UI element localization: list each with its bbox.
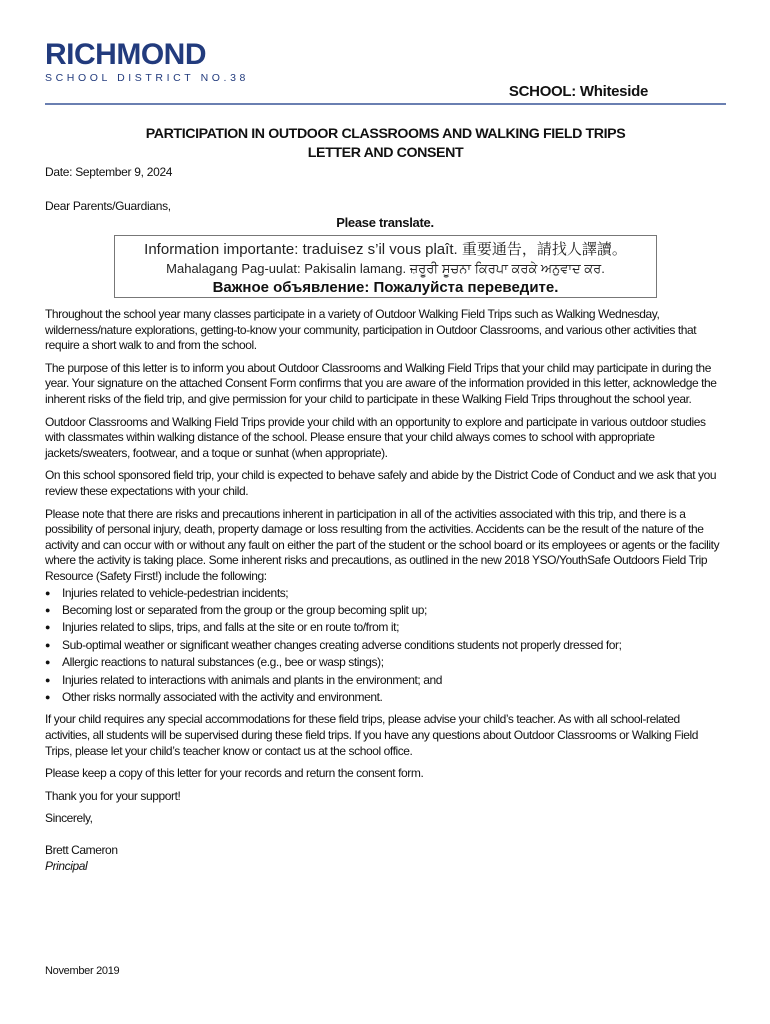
paragraph-accommodations: If your child requires any special accommodations for these field trips, please advise your child’s teacher. As with all school-related activities, all students will be supervised during these field trips. If you have any questions about Outdoor Classrooms or Walking Field Trips, please let your child’s teacher know or contact us at the school office.	[45, 712, 699, 758]
signer-name: Brett Cameron	[45, 842, 118, 857]
paragraph-thanks: Thank you for your support!	[45, 788, 181, 803]
paragraph-intro: Throughout the school year many classes participate in a variety of Outdoor Walking Field Trips such as Walking Wednesday, wilderness/nature explorations, getting-to-know your community, participation in Outdoor Classrooms, and various other activities that require a short walk to and from the school.	[45, 307, 697, 353]
letter-date: Date: September 9, 2024	[45, 165, 173, 179]
list-item: ● Other risks normally associated with the activity and environment.	[45, 689, 723, 706]
list-item: ● Becoming lost or separated from the group or the group becoming split up;	[45, 602, 723, 619]
signer-title: Principal	[45, 858, 88, 873]
salutation: Dear Parents/Guardians,	[45, 199, 171, 213]
school-name: SCHOOL: Whiteside	[508, 83, 648, 100]
translate-heading: Please translate.	[336, 215, 434, 230]
paragraph-purpose: The purpose of this letter is to inform you about Outdoor Classrooms and Walking Field Trips that your child may participate in during the year. Your signature on the attached Consent Form confirms that you are aware of the information provided in this letter, acknowledge the inherent risks of the field trip, and give permission for your child to participate in these Walking Field Trips throughout the school year.	[45, 360, 717, 406]
document-title	[45, 125, 726, 163]
risk-list	[45, 585, 723, 707]
logo-wordmark: RICHMOND	[45, 38, 206, 71]
title-line-1: PARTICIPATION IN OUTDOOR CLASSROOMS AND WALKING FIELD TRIPS	[145, 126, 626, 142]
list-item: ● Injuries related to vehicle-pedestrian incidents;	[45, 585, 723, 602]
header-rule	[45, 103, 726, 105]
title-line-2: LETTER AND CONSENT	[307, 145, 464, 161]
translation-line-3: Важное объявление: Пожалуйста переведите.	[212, 279, 559, 296]
letter-body	[45, 307, 723, 874]
translation-notice-box	[114, 235, 657, 298]
paragraph-keep-copy: Please keep a copy of this letter for your records and return the consent form.	[45, 766, 424, 781]
list-item: ● Allergic reactions to natural substances (e.g., bee or wasp stings);	[45, 654, 723, 671]
closing: Sincerely,	[45, 811, 93, 826]
paragraph-conduct: On this school sponsored field trip, your child is expected to behave safely and abide by the District Code of Conduct and we ask that you review these expectations with your child.	[45, 468, 717, 498]
translation-line-2: Mahalagang Pag-uulat: Pakisalin lamang. ਜ਼ਰੂਰੀ ਸੂਚਨਾ ਕਿਰਪਾ ਕਰਕੇ ਅਨੁਵਾਦ ਕਰ.	[166, 261, 605, 276]
translation-line-1: Information importante: traduisez s’il vous plaît. 重要通告，請找人譯讀。	[144, 241, 627, 258]
footer-date: November 2019	[45, 965, 120, 977]
paragraph-risks: Please note that there are risks and precautions inherent in participation in all of the activities associated with this trip, and there is a possibility of personal injury, death, property damage or loss resulting from the activities. Accidents can be the result of the nature of the activity and can occur with or without any fault on either the part of the student or the school board or its employees or agents or the facility where the activity is taking place. Some inherent risks and precautions, as outlined in the new 2018 YSO/YouthSafe Outdoors Field Trip Resource (Safety First!) include the following:	[45, 506, 720, 583]
list-item: ● Injuries related to interactions with animals and plants in the environment; and	[45, 672, 723, 689]
list-item: ● Sub-optimal weather or significant weather changes creating adverse conditions students not properly dressed for;	[45, 637, 723, 654]
logo-subtitle: SCHOOL DISTRICT NO.38	[45, 72, 249, 84]
paragraph-opportunity: Outdoor Classrooms and Walking Field Trips provide your child with an opportunity to explore and participate in various outdoor studies with classmates within walking distance of the school. Please ensure that your child always comes to school with appropriate jackets/sweaters, footwear, and a toque or sunhat (when appropriate).	[45, 414, 706, 460]
district-logo	[45, 40, 249, 84]
list-item: ● Injuries related to slips, trips, and falls at the site or en route to/from it;	[45, 619, 723, 636]
